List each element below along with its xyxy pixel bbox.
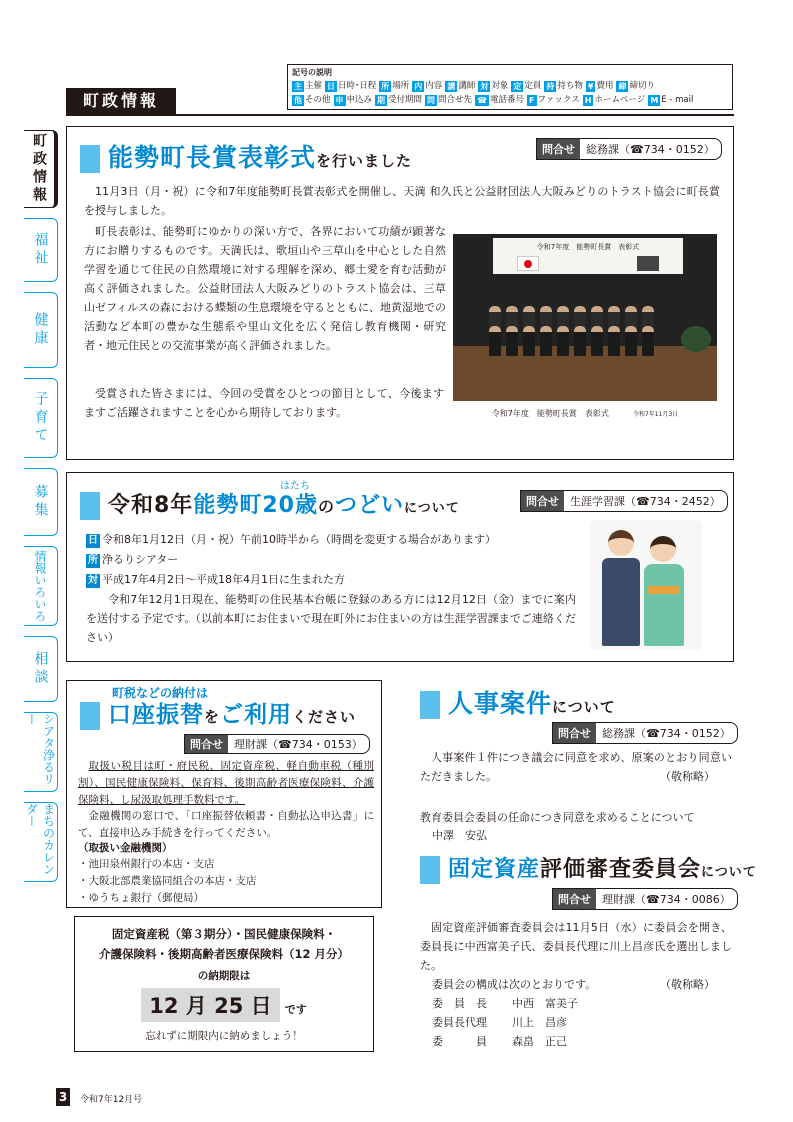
title-bar: [420, 856, 440, 884]
person-figure: [608, 326, 620, 356]
legend-item: [478, 79, 508, 93]
legend-item: [648, 93, 693, 107]
legend-label: 講師: [458, 81, 476, 91]
assessment-title: 固定資産評価審査委員会について: [420, 852, 757, 884]
legend-label: 日時･日程: [338, 81, 377, 91]
legend-label: 申込み: [346, 95, 373, 105]
legend-icon: 問: [427, 95, 436, 105]
personnel-inquiry: 問合せ 総務課（☎734・0152）: [552, 722, 738, 744]
legend-icon: 期: [377, 95, 386, 105]
legend-row: [292, 93, 728, 107]
page-number: 3: [56, 1088, 70, 1106]
member-row: 委 員 長 中西 富美子: [432, 997, 578, 1010]
legend-label: 内容: [425, 81, 443, 91]
legend-item: [375, 93, 422, 107]
person-figure: [591, 326, 603, 356]
bank-item: ・大阪北部農業協同組合の本店・支店: [78, 875, 257, 887]
ruby: はたち: [280, 481, 310, 492]
legend-item: [379, 79, 409, 93]
legend-row: [292, 79, 728, 93]
legend-label: 受付期間: [388, 95, 423, 105]
photo-caption: 令和7年度 能勢町長賞 表彰式 令和7年11月3日: [491, 409, 679, 418]
tab-kosodate[interactable]: 子育て: [24, 378, 58, 458]
deadline-date-row: 12 月 25 日 です: [74, 988, 374, 1022]
title-bar: [80, 702, 100, 730]
transfer-p2: 金融機関の窓口で、「口座振替依頼書・自動払込申込書」にて、直接申込み手続きを行ってください。: [78, 810, 374, 839]
member-row: 委 員 森畠 正己: [432, 1035, 567, 1048]
award-p1: 11月3日（月・祝）に令和7年度能勢町長賞表彰式を開催し、天満 和久氏と公益財団法人大阪みどりのトラスト協会に町長賞を授与しました。: [84, 185, 720, 217]
header-rule: [66, 114, 734, 116]
person-figure: [574, 326, 586, 356]
person-figure: [625, 326, 637, 356]
title-bar: [80, 145, 100, 173]
legend-label: 場所: [392, 81, 410, 91]
bonsai: [681, 326, 711, 352]
legend-label: 電話番号: [490, 95, 525, 105]
transfer-inquiry: 問合せ 理財課（☎734・0153）: [184, 734, 370, 754]
legend-item: [425, 93, 472, 107]
legend-icon: 他: [294, 95, 302, 105]
legend-icon: 講: [447, 81, 456, 91]
legend-label: 問合せ先: [438, 95, 473, 105]
legend-item: [445, 79, 475, 93]
legend-label: ファックス: [537, 95, 580, 105]
legend-item: [292, 93, 331, 107]
transfer-title: 口座振替をご利用ください: [80, 696, 356, 730]
legend-label: 主催: [305, 81, 323, 91]
couple-illustration: [590, 520, 702, 650]
legend-icon: 申: [335, 95, 344, 105]
legend-item: [616, 79, 655, 93]
legend-title: 記号の説明: [292, 68, 332, 77]
legend-item: [292, 79, 322, 93]
legend-label: 対象: [491, 81, 509, 91]
person-figure: [506, 326, 518, 356]
personnel-honor: （敬称略）: [660, 770, 715, 783]
bank-item: ・ゆうちょ銀行（郵便局）: [78, 892, 204, 904]
personnel-p1: 人事案件１件につき議会に同意を求め、原案のとおり同意いただきました。: [420, 751, 732, 783]
assessment-inquiry: 問合せ 理財課（☎734・0086）: [552, 888, 738, 910]
tab-sodan[interactable]: 相談: [24, 636, 58, 702]
award-inquiry: 問合せ 総務課（☎734・0152）: [536, 138, 722, 160]
legend-icon: ¥: [587, 81, 594, 91]
legend-label: 費用: [596, 81, 614, 91]
hatachi-inquiry: 問合せ 生涯学習課（☎734・2452）: [520, 490, 728, 512]
hatachi-note: 令和7年12月1日現在、能勢町の住民基本台帳に登録のある方には12月12日（金）までに案内を送付する予定です。（以前本町にお住まいで現在町外にお住まいの方は生涯学習課までご連絡ください）: [86, 593, 576, 644]
legend-item: [511, 79, 541, 93]
banks-title: （取扱い金融機関）: [78, 842, 173, 854]
tab-theater[interactable]: シアタ浄るリー: [24, 712, 58, 792]
legend-label: ホームページ: [594, 95, 646, 105]
legend-icon: 定: [513, 81, 522, 91]
legend-item: [334, 93, 373, 107]
legend-item: [527, 93, 580, 107]
legend-label: E - mail: [661, 95, 694, 105]
legend-icon: 所: [381, 81, 390, 91]
bank-item: ・池田泉州銀行の本店・支店: [78, 858, 215, 870]
legend-icon: 締: [618, 81, 627, 91]
title-bar: [80, 492, 100, 520]
award-p2: 町長表彰は、能勢町にゆかりの深い方で、各界において功績が顕著な方にお贈りするものです。天満氏は、歌垣山や三草山を中心とした自然学習を通じて住民の自然環境に対する理解を深め、郷土愛を育む活動が高く評価されました。公益財団法人大阪みどりのトラスト協会は、三草山ゼフィルスの森における蝶類の生息環境を守るとともに、地黄湿地での活動など本町の豊かな生態系や里山文化を広く発信し教育機関・研究者・地元住民との交流事業が高く評価されました。: [84, 225, 446, 352]
title-bar: [420, 691, 440, 719]
assessment-p1: 固定資産評価審査委員会は11月5日（水）に委員会を開き、委員長に中西富美子氏、委員長代理に川上昌彦氏を選出しました。: [420, 921, 732, 972]
legend-icon: H: [584, 95, 592, 105]
deadline-date: 12 月 25 日: [141, 988, 279, 1022]
legend-icon: 持: [546, 81, 555, 91]
person-figure: [540, 326, 552, 356]
legend-icon: 対: [480, 81, 489, 91]
person-figure: [642, 326, 654, 356]
award-photo: [453, 234, 717, 401]
legend-label: 定員: [524, 81, 542, 91]
legend-item: [325, 79, 376, 93]
transfer-p1: 取扱い税目は町・府民税、固定資産税、軽自動車税（種別割）、国民健康保険料、保育料、後期高齢者医療保険料、介護保険料、し尿汲取処理手数料です。: [78, 760, 374, 806]
hatachi-date: 日 令和8年1月12日（月・祝）午前10時半から（時間を変更する場合があります）: [88, 533, 496, 546]
town-flag: [637, 256, 659, 271]
personnel-name: 中澤 安弘: [432, 829, 487, 842]
legend-icon: F: [529, 95, 535, 105]
person-figure: [489, 326, 501, 356]
legend-label: 締切り: [629, 81, 655, 91]
assessment-p2: 委員会の構成は次のとおりです。: [432, 978, 597, 991]
legend-label: その他: [305, 95, 331, 105]
tab-fukushi[interactable]: 福祉: [24, 218, 58, 282]
award-title: 能勢町長賞表彰式を行いました: [80, 138, 412, 174]
tab-chosei[interactable]: 町政情報: [24, 130, 58, 208]
hatachi-target: 対 平成17年4月2日～平成18年4月1日に生まれた方: [88, 573, 345, 586]
tab-joho[interactable]: 情報いろいろ: [24, 546, 58, 626]
legend-box: [287, 64, 733, 110]
legend-icon: M: [650, 95, 659, 105]
legend-item: [583, 93, 646, 107]
legend-item: [475, 93, 524, 107]
legend-item: [544, 79, 583, 93]
award-p3: 受賞された皆さまには、今回の受賞をひとつの節目として、今後ますますご活躍されますことを心から期待しております。: [84, 387, 444, 419]
legend-icon: 主: [294, 81, 302, 91]
member-row: 委員長代理 川上 昌彦: [432, 1016, 567, 1029]
legend-icon: ☎: [477, 95, 488, 105]
section-header: 町政情報: [66, 88, 176, 114]
legend-label: 持ち物: [557, 81, 583, 91]
tab-kenko[interactable]: 健康: [24, 292, 58, 368]
person-figure: [523, 326, 535, 356]
legend-item: [586, 79, 614, 93]
personnel-title: 人事案件について: [420, 684, 616, 720]
hatachi-place: 所 浄るりシアター: [88, 553, 179, 566]
assessment-honor: （敬称略）: [660, 978, 715, 991]
person-figure: [557, 326, 569, 356]
legend-item: [412, 79, 442, 93]
deadline-reminder: 忘れずに期限内に納めましょう！: [145, 1030, 303, 1042]
transfer-kicker: 町税などの納付は: [112, 686, 209, 700]
tab-calendar[interactable]: まちのカレンダー: [24, 802, 58, 882]
issue-label: 令和7年12月号: [80, 1095, 143, 1105]
legend-icon: 日: [327, 81, 336, 91]
photo-banner: 令和7年度 能勢町長賞 表彰式: [493, 238, 683, 274]
japan-flag: [517, 256, 539, 271]
tab-boshu[interactable]: 募集: [24, 468, 58, 536]
personnel-item: 教育委員会委員の任命につき同意を求めることについて: [420, 811, 695, 824]
deadline-text: 固定資産税（第３期分）・国民健康保険料・ 介護保険料・後期高齢者医療保険料（12 月分） の納期限は: [98, 927, 349, 982]
legend-icon: 内: [414, 81, 423, 91]
hatachi-title: 令和8年能勢町20歳のつどいについて: [80, 488, 460, 520]
